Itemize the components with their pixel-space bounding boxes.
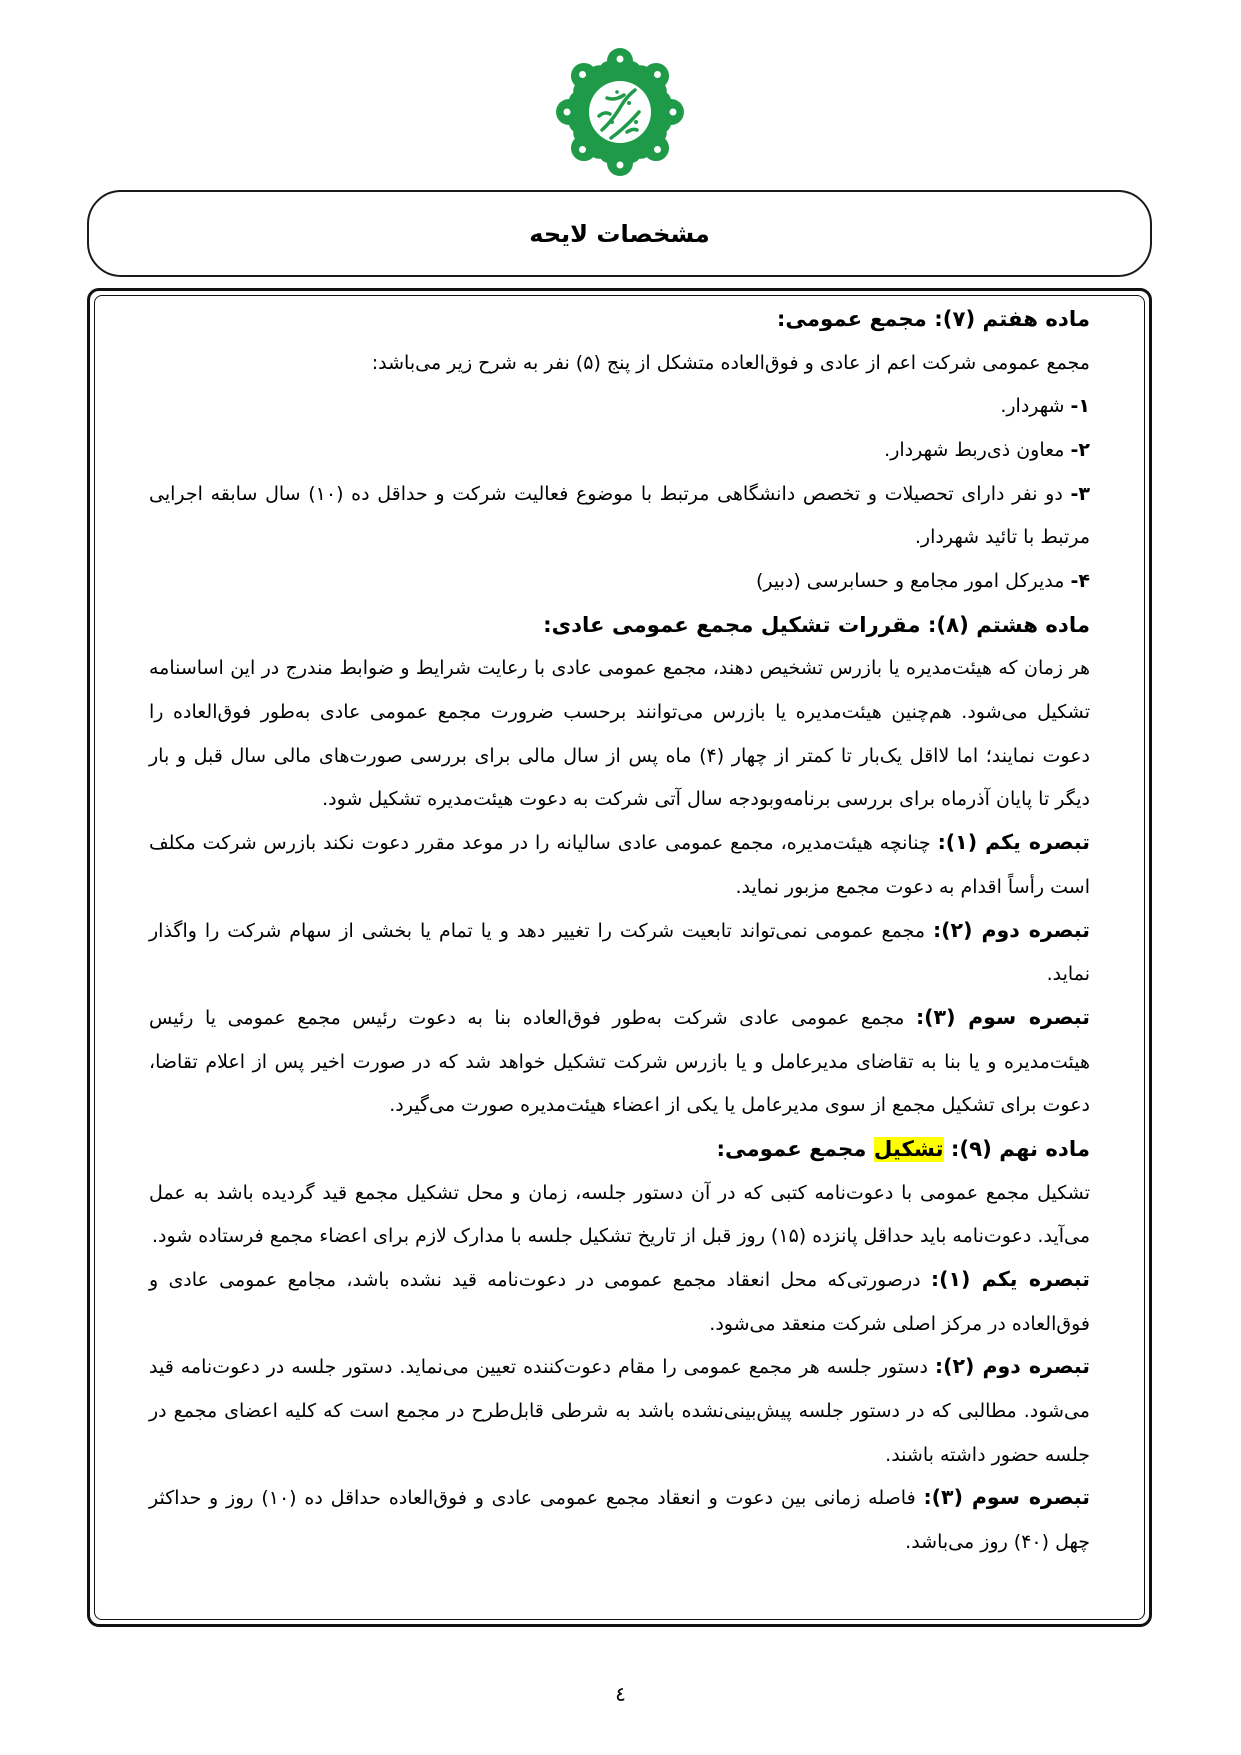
member-item [149, 473, 1090, 560]
note-text: مجمع عمومی عادی شرکت به‌طور فوق‌العاده بنا به دعوت رئیس مجمع عمومی یا رئیس هیئت‌مدیره و یا بنا به تقاضای مدیرعامل و یا بازرس شرکت تشکیل خواهد شد که در صورت اخیر پس از اعلام تقاضا، دعوت برای تشکیل مجمع از سوی مدیرعامل یا یکی از اعضاء هیئت‌مدیره صورت می‌گیرد. [149, 1006, 1090, 1117]
article-7-heading: ماده هفتم (۷): مجمع عمومی: [776, 307, 1090, 332]
member-number: ۱- [1070, 395, 1090, 418]
member-text: معاون ذی‌ربط شهردار. [884, 439, 1071, 461]
note-label: تبصره یکم (۱): [937, 830, 1090, 855]
note-label: تبصره یکم (۱): [930, 1266, 1090, 1291]
note-text: فاصله زمانی بین دعوت و انعقاد مجمع عمومی عادی و فوق‌العاده حداقل ده (۱۰) روز و حداکثر چهل (۴۰) روز می‌باشد. [149, 1487, 1090, 1554]
member-item [149, 385, 1090, 429]
note-item [149, 910, 1090, 997]
note-item [149, 1259, 1090, 1346]
member-number: ۲- [1070, 439, 1090, 461]
member-text: مدیرکل امور مجامع و حسابرسی (دبیر) [755, 570, 1071, 593]
content-body [94, 295, 1145, 1620]
note-text: دستور جلسه هر مجمع عمومی را مقام دعوت‌کننده تعیین می‌نماید. دستور جلسه در دعوت‌نامه قید می‌شود. مطالبی که در دستور جلسه پیش‌بینی‌نشده باشد به شرطی قابل‌طرح در مجمع است که کلیه اعضای مجمع در جلسه حضور داشته باشند. [149, 1356, 1090, 1466]
title-box [87, 190, 1152, 277]
note-item [149, 997, 1090, 1128]
member-number: ۴- [1070, 570, 1090, 593]
member-text: دو نفر دارای تحصیلات و تخصص دانشگاهی مرتبط با موضوع فعالیت شرکت و حداقل ده (۱۰) سال سابقه اجرایی مرتبط با تائید شهردار. [149, 482, 1090, 549]
article-9-heading-prefix: ماده نهم (۹): [943, 1136, 1090, 1162]
member-text: شهردار. [1000, 395, 1071, 418]
logo-center [589, 81, 651, 143]
document-title: مشخصات لایحه [529, 219, 710, 248]
note-item [149, 1477, 1090, 1564]
note-item [149, 822, 1090, 909]
logo-emblem-icon [555, 42, 685, 182]
member-number: ۳- [1070, 482, 1090, 505]
note-label: تبصره سوم (۳): [915, 1004, 1090, 1029]
note-label: تبصره سوم (۳): [923, 1485, 1090, 1510]
article-8-body: هر زمان که هیئت‌مدیره یا بازرس تشخیص دهند، مجمع عمومی عادی با رعایت شرایط و ضوابط مندرج در این اساسنامه تشکیل می‌شود. هم‌چنین هیئت‌مدیره یا بازرس می‌توانند برحسب ضرورت مجمع عمومی عادی به‌طور فوق‌العاده را دعوت نمایند؛ اما لااقل یک‌بار تا کمتر از چهار (۴) ماه پس از سال مالی برای بررسی صورت‌های مالی سال قبل و بار دیگر تا پایان آذرماه برای بررسی برنامه‌وبودجه سال آتی شرکت به دعوت هیئت‌مدیره تشکیل شود. [149, 657, 1090, 811]
content-box [87, 288, 1152, 1627]
note-text: درصورتی‌که محل انعقاد مجمع عمومی در دعوت‌نامه قید نشده باشد، مجامع عمومی عادی و فوق‌العاده در مرکز اصلی شرکت منعقد می‌شود. [149, 1268, 1090, 1335]
member-item [149, 560, 1090, 604]
note-item [149, 1346, 1090, 1477]
note-text: چنانچه هیئت‌مدیره، مجمع عمومی عادی سالیانه را در موعد مقرر دعوت نکند بازرس شرکت مکلف است رأساً اقدام به دعوت مجمع مزبور نماید. [149, 832, 1090, 898]
article-8-heading: ماده هشتم (۸): مقررات تشکیل مجمع عمومی عادی: [543, 612, 1090, 638]
article-9-body: تشکیل مجمع عمومی با دعوت‌نامه کتبی که در آن دستور جلسه، زمان و محل تشکیل مجمع قید گردیده باشد به عمل می‌آید. دعوت‌نامه باید حداقل پانزده (۱۵) روز قبل از تاریخ تشکیل جلسه با مدارک لازم برای اعضاء مجمع فرستاده شود. [149, 1181, 1090, 1248]
note-label: تبصره دوم (۲): [932, 917, 1090, 942]
member-item [149, 429, 1090, 473]
article-7-intro: مجمع عمومی شرکت اعم از عادی و فوق‌العاده متشکل از پنج (۵) نفر به شرح زیر می‌باشد: [371, 351, 1090, 374]
note-label: تبصره دوم (۲): [934, 1354, 1090, 1379]
article-9-heading-suffix: مجمع عمومی: [716, 1136, 874, 1162]
note-text: مجمع عمومی نمی‌تواند تابعیت شرکت را تغییر دهد و یا تمام یا بخشی از سهام شرکت را واگذار نماید. [149, 919, 1090, 986]
article-9-heading [149, 1128, 1090, 1172]
page-number: ٤ [615, 1682, 626, 1706]
highlighted-word: تشکیل [873, 1136, 944, 1162]
